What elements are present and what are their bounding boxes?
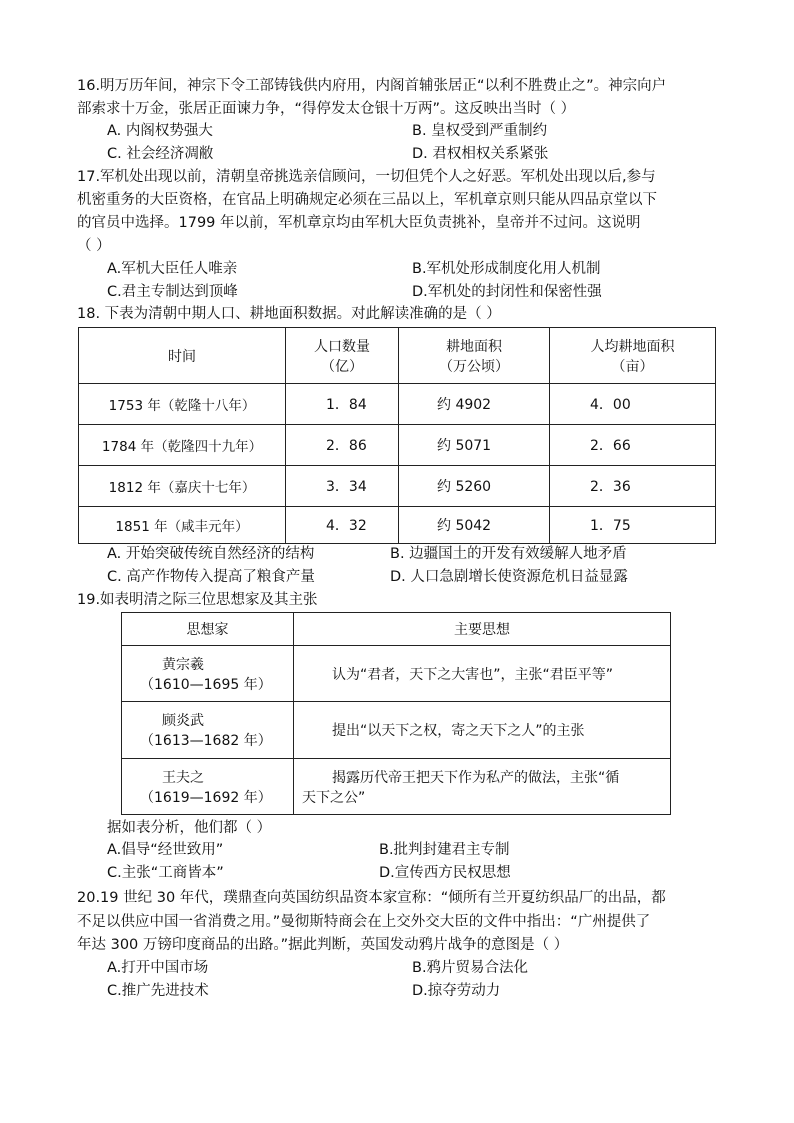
q16-option-b[interactable]: B. 皇权受到严重制约 [412, 123, 548, 139]
q18-option-b[interactable]: B. 边疆国土的开发有效缓解人地矛盾 [390, 546, 627, 562]
q17-option-a[interactable]: A.军机大臣任人唯亲 [107, 261, 238, 277]
cell-population: 2．86 [286, 425, 399, 466]
q17-stem-line3: 的官员中选择。1799 年以前，军机章京均由军机大臣负责挑补，皇帝并不过问。这说明 [77, 215, 641, 231]
thinker-name: 王夫之 [162, 769, 204, 786]
table-row [122, 646, 671, 702]
q16-option-c[interactable]: C. 社会经济凋敝 [107, 146, 214, 162]
header-population-l2: （亿） [321, 358, 363, 375]
q16-stem-line2: 部索求十万金，张居正面谏力争，“得停发太仓银十万两”。这反映出当时（ ） [77, 101, 576, 117]
cell-farmland: 约 5071 [399, 425, 550, 466]
q20-stem-line3: 年达 300 万镑印度商品的出路。”据此判断，英国发动鸦片战争的意图是（ ） [77, 937, 569, 953]
q17-stem-line2: 机密重务的大臣资格，在官品上明确规定必须在三品以上，军机章京则只能从四品京堂以下 [77, 192, 657, 208]
header-per-capita-l2: （亩） [611, 358, 654, 375]
q19-thinkers-table [121, 612, 671, 815]
q16-option-d[interactable]: D. 君权相权关系紧张 [412, 146, 549, 162]
q17-stem-line4: （ ） [77, 238, 111, 254]
q20-option-b[interactable]: B.鸦片贸易合法化 [412, 960, 529, 976]
cell-thinker [122, 702, 294, 759]
cell-per-capita: 4．00 [550, 384, 716, 425]
q20-option-d[interactable]: D.掠夺劳动力 [412, 983, 501, 999]
header-population-l1: 人口数量 [314, 338, 370, 355]
header-main-idea: 主要思想 [294, 613, 671, 646]
table-row [79, 384, 716, 425]
q16-option-a[interactable]: A. 内阁权势强大 [107, 123, 213, 139]
q19-option-d[interactable]: D.宣传西方民权思想 [379, 865, 511, 881]
cell-thinker [122, 646, 294, 702]
cell-farmland: 约 5260 [399, 466, 550, 507]
cell-farmland: 约 5042 [399, 507, 550, 544]
idea-text: 提出“以天下之权，寄之天下之人”的主张 [332, 723, 585, 739]
thinker-name: 黄宗羲 [162, 656, 204, 673]
cell-farmland: 约 4902 [399, 384, 550, 425]
table-header-row [122, 613, 671, 646]
cell-time: 1753 年（乾隆十八年） [79, 384, 286, 425]
q18-option-c[interactable]: C. 高产作物传入提高了粮食产量 [107, 569, 315, 585]
q20-option-a[interactable]: A.打开中国市场 [107, 960, 209, 976]
header-time-label: 时间 [168, 348, 196, 365]
q17-stem-line1: 17.军机处出现以前，清朝皇帝挑选亲信顾问，一切但凭个人之好恶。军机处出现以后,参与 [77, 169, 656, 185]
cell-per-capita: 2．36 [550, 466, 716, 507]
q16-stem-line1: 16.明万历年间，神宗下令工部铸钱供内府用，内阁首辅张居正“以利不胜费止之”。神宗向户 [77, 78, 667, 94]
header-thinker: 思想家 [122, 613, 294, 646]
q20-stem-line1: 20.19 世纪 30 年代，璞鼎查向英国纺织品资本家宣称：“倾所有兰开夏纺织品厂的出品，都 [77, 890, 666, 906]
cell-population: 1．84 [286, 384, 399, 425]
header-time [79, 328, 286, 384]
header-farmland-l1: 耕地面积 [446, 338, 502, 355]
cell-population: 4．32 [286, 507, 399, 544]
q19-stem: 19.如表明清之际三位思想家及其主张 [77, 592, 318, 608]
q20-option-c[interactable]: C.推广先进技术 [107, 983, 209, 999]
cell-thinker [122, 759, 294, 815]
q19-option-c[interactable]: C.主张“工商皆本” [107, 865, 224, 881]
header-farmland-l2: （万公顷） [439, 358, 509, 375]
q17-option-c[interactable]: C.君主专制达到顶峰 [107, 284, 238, 300]
cell-idea [294, 702, 671, 759]
cell-per-capita: 1．75 [550, 507, 716, 544]
q18-option-a[interactable]: A. 开始突破传统自然经济的结构 [107, 546, 315, 562]
q19-option-a[interactable]: A.倡导“经世致用” [107, 842, 224, 858]
q18-option-d[interactable]: D. 人口急剧增长使资源危机日益显露 [390, 569, 628, 585]
idea-text-line2: 天下之公” [302, 789, 366, 806]
q19-tail: 据如表分析，他们都（ ） [107, 820, 272, 836]
header-per-capita-l1: 人均耕地面积 [590, 338, 675, 355]
cell-time: 1812 年（嘉庆十七年） [79, 466, 286, 507]
q17-option-b[interactable]: B.军机处形成制度化用人机制 [412, 261, 601, 277]
cell-idea [294, 646, 671, 702]
thinker-name: 顾炎武 [162, 713, 204, 729]
idea-text: 认为“君者，天下之大害也”，主张“君臣平等” [332, 666, 614, 683]
thinker-years: （1619—1692 年） [140, 789, 272, 806]
table-row [122, 759, 671, 815]
header-per-capita [550, 328, 716, 384]
thinker-years: （1613—1682 年） [140, 733, 272, 749]
cell-idea [294, 759, 671, 815]
idea-text-line1: 揭露历代帝王把天下作为私产的做法，主张“循 [332, 769, 620, 786]
q18-data-table [78, 327, 716, 544]
table-header-row [79, 328, 716, 384]
table-row [79, 507, 716, 544]
table-row [122, 702, 671, 759]
header-farmland [399, 328, 550, 384]
q18-stem: 18. 下表为清朝中期人口、耕地面积数据。对此解读准确的是（ ） [77, 306, 501, 322]
cell-time: 1784 年（乾隆四十九年） [79, 425, 286, 466]
cell-time: 1851 年（咸丰元年） [79, 507, 286, 544]
table-row [79, 425, 716, 466]
q17-option-d[interactable]: D.军机处的封闭性和保密性强 [412, 284, 602, 300]
cell-population: 3．34 [286, 466, 399, 507]
q19-option-b[interactable]: B.批判封建君主专制 [379, 842, 510, 858]
thinker-years: （1610—1695 年） [140, 676, 272, 693]
header-population [286, 328, 399, 384]
table-row [79, 466, 716, 507]
q20-stem-line2: 不足以供应中国一省消费之用。”曼彻斯特商会在上交外交大臣的文件中指出：“广州提供了 [77, 914, 651, 930]
cell-per-capita: 2．66 [550, 425, 716, 466]
